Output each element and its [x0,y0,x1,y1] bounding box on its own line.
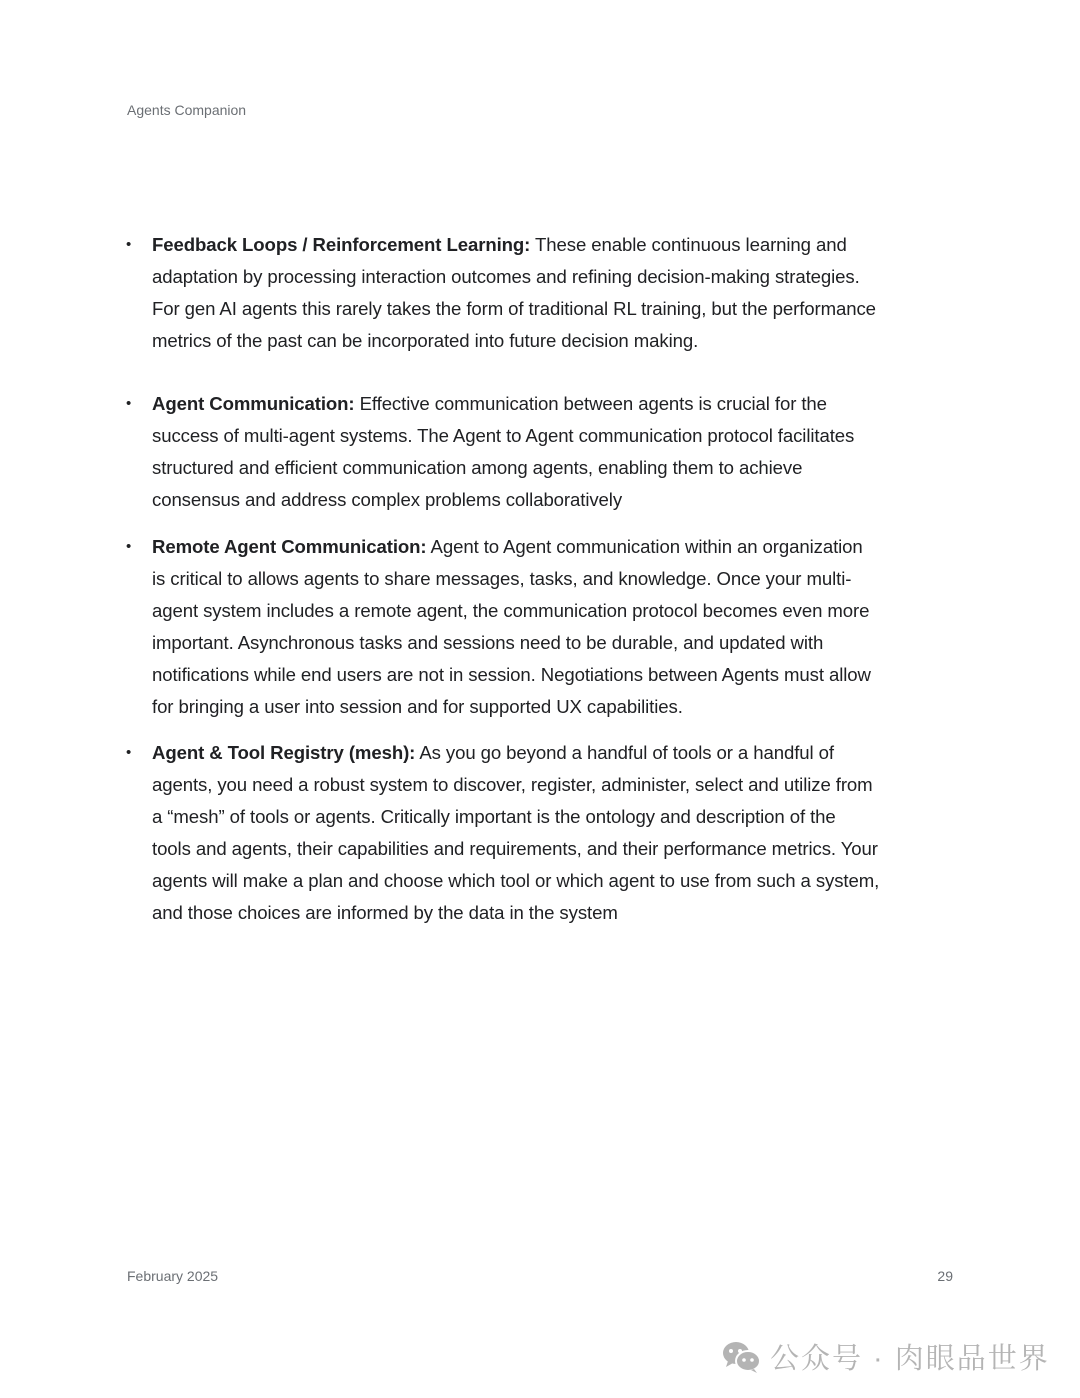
bullet: • [126,744,132,761]
watermark [722,1336,1050,1377]
item-label: Agent & Tool Registry (mesh): [152,742,416,763]
running-header: Agents Companion [127,102,247,118]
list-item-remote-agent-communication: • Remote Agent Communication: Agent to Agent communication within an organization is critical to allows agents to share messages, tasks, and knowledge. Once your multi- agent system includes a remote agent, the communication protocol becomes even more important. Asynchronous tasks and sessions need to be durable, and updated with notifications while end users are not in session. Negotiations between Agents must allow for bringing a user into session and for supported UX capabilities. [152,531,972,723]
bullet: • [126,538,132,555]
item-label: Feedback Loops / Reinforcement Learning: [152,234,531,255]
list-item-agent-tool-registry: • Agent & Tool Registry (mesh): As you go beyond a handful of tools or a handful of agents, you need a robust system to discover, register, administer, select and utilize from a “mesh” of tools or agents. Critically important is the ontology and description of the tools and agents, their capabilities and requirements, and their performance metrics. Your agents will make a plan and choose which tool or which agent to use from such a system, and those choices are informed by the data in the system [152,737,972,929]
item-label: Remote Agent Communication: [152,536,427,557]
page-number: 29 [937,1268,953,1284]
bullet: • [126,236,132,253]
bullet: • [126,395,132,412]
list-item-feedback-loops: • Feedback Loops / Reinforcement Learning: These enable continuous learning and adaptation by processing interaction outcomes and refining decision-making strategies. For gen AI agents this rarely takes the form of traditional RL training, but the performance metrics of the past can be incorporated into future decision making. [152,229,972,357]
watermark-text: 公众号 · 肉眼品世界 [770,1343,1050,1375]
wechat-icon [722,1340,762,1374]
list-item-agent-communication: • Agent Communication: Effective communication between agents is crucial for the success of multi-agent systems. The Agent to Agent communication protocol facilitates structured and efficient communication among agents, enabling them to achieve consensus and address complex problems collaboratively [152,388,972,516]
footer-date: February 2025 [127,1268,219,1284]
item-label: Agent Communication: [152,393,355,414]
